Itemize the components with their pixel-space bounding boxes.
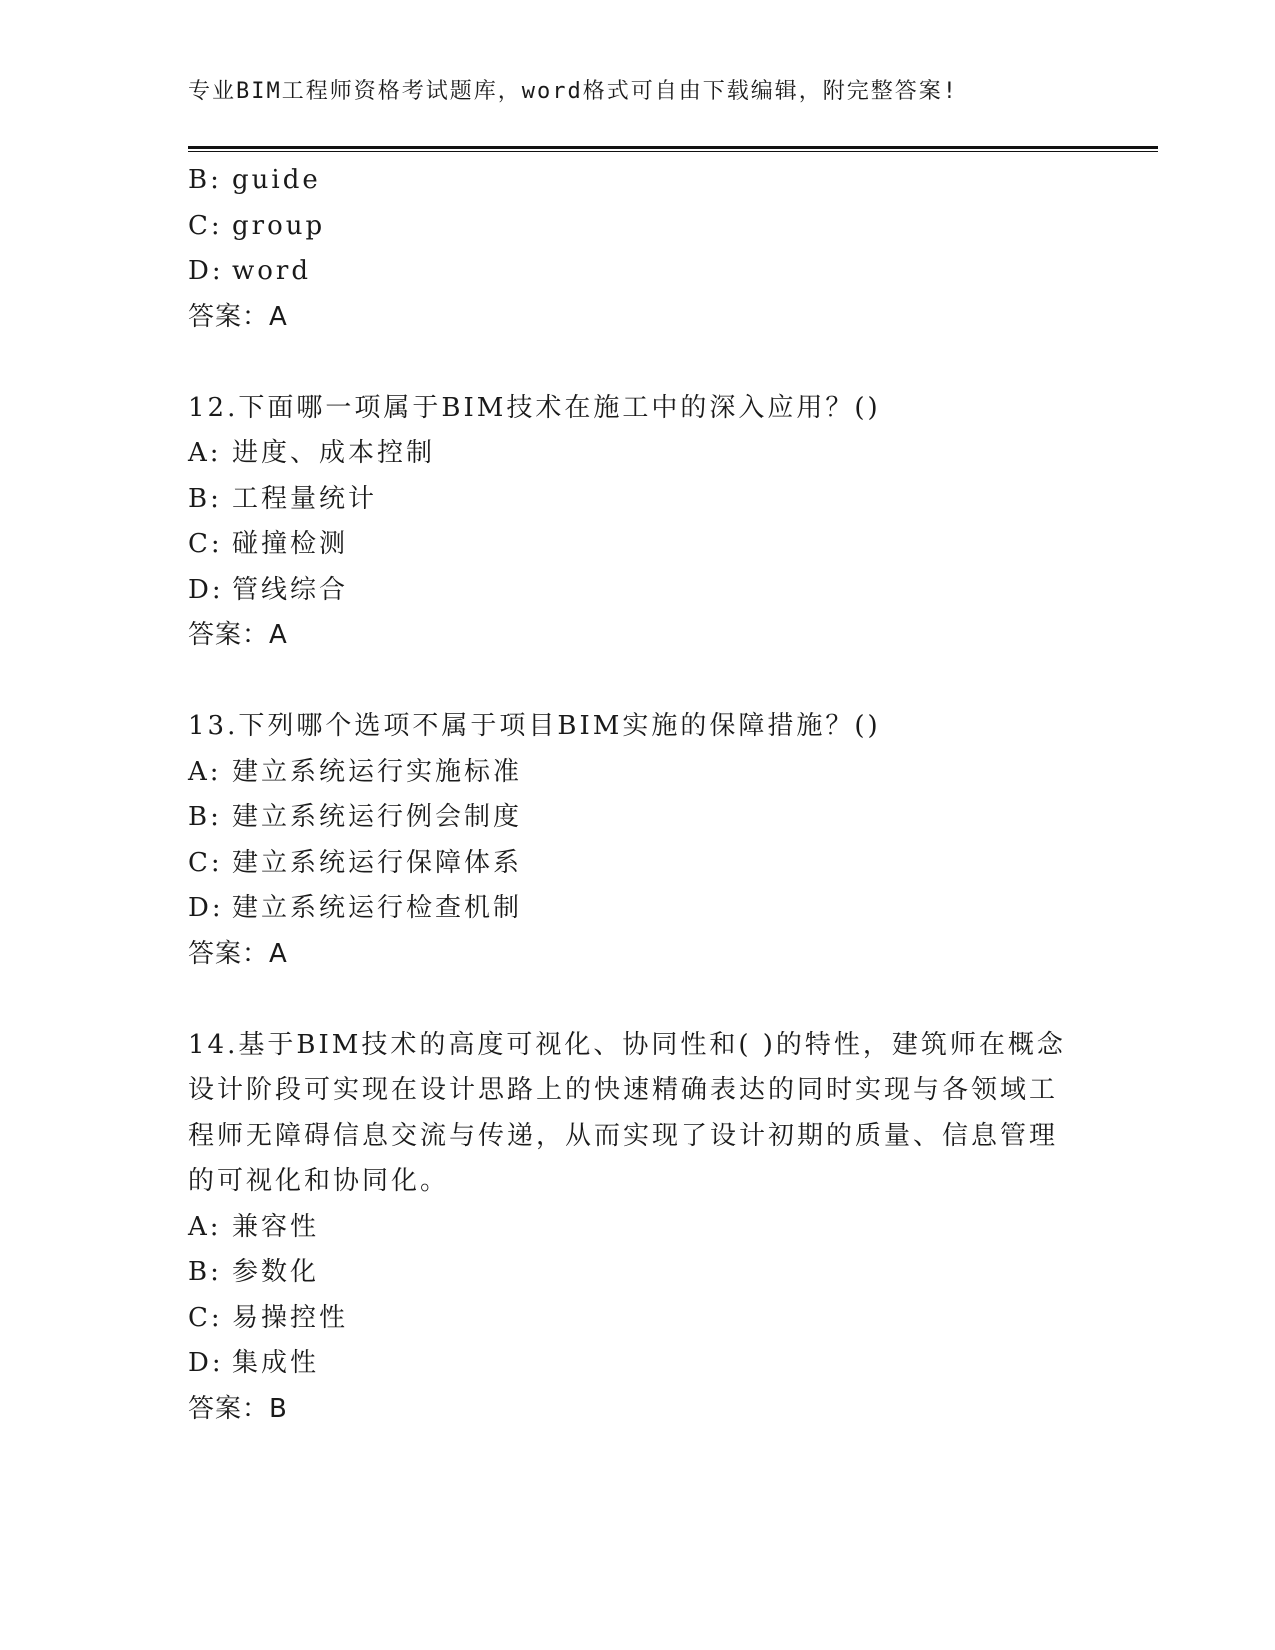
option-letter: D: <box>188 1348 224 1378</box>
option-letter: B: <box>188 483 222 514</box>
header-rule-thick <box>188 146 1158 149</box>
option-text: 建立系统运行实施标准 <box>232 756 523 787</box>
option-text: 建立系统运行例会制度 <box>232 802 523 832</box>
option-letter: C: <box>188 847 223 878</box>
option-text: 工程量统计 <box>232 483 378 514</box>
answer-line: 答案：A <box>188 620 288 650</box>
option-letter: D: <box>188 256 224 286</box>
option-text: guide <box>232 165 321 195</box>
answer-line: 答案：B <box>188 1393 288 1424</box>
option-text: 参数化 <box>232 1257 320 1287</box>
option-letter: D: <box>188 574 224 605</box>
option-letter: A: <box>188 756 222 787</box>
option-text: 建立系统运行检查机制 <box>232 893 523 923</box>
option-letter: B: <box>188 802 222 832</box>
option-b <box>188 795 1068 841</box>
option-letter: B: <box>188 165 222 195</box>
option-a <box>188 1205 1068 1251</box>
question-12 <box>188 386 1068 659</box>
option-text: 集成性 <box>232 1348 320 1378</box>
question-13 <box>188 704 1068 977</box>
option-letter: A: <box>188 438 222 468</box>
option-d <box>188 249 1068 295</box>
question-stem: 13.下列哪个选项不属于项目BIM实施的保障措施？() <box>188 711 881 741</box>
answer-line: 答案：A <box>188 938 288 969</box>
question-stem: 12.下面哪一项属于BIM技术在施工中的深入应用？() <box>188 392 881 423</box>
answer-line: 答案：A <box>188 301 288 332</box>
option-text: 兼容性 <box>232 1211 320 1242</box>
option-c <box>188 841 1068 887</box>
option-letter: C: <box>188 529 223 559</box>
question-14 <box>188 1023 1068 1433</box>
option-d <box>188 886 1068 932</box>
option-b <box>188 1250 1068 1296</box>
option-b <box>188 477 1068 523</box>
option-text: word <box>232 256 311 286</box>
option-letter: C: <box>188 1302 223 1333</box>
option-letter: D: <box>188 893 224 923</box>
option-text: 管线综合 <box>232 574 349 605</box>
option-c <box>188 1296 1068 1342</box>
option-text: 碰撞检测 <box>232 529 349 559</box>
option-d <box>188 568 1068 614</box>
option-text: 易操控性 <box>232 1302 349 1333</box>
option-a <box>188 431 1068 477</box>
option-letter: A: <box>188 1211 222 1242</box>
option-text: 建立系统运行保障体系 <box>232 847 523 878</box>
question-content <box>188 158 1068 1432</box>
option-letter: C: <box>188 210 223 241</box>
option-d <box>188 1341 1068 1387</box>
option-text: group <box>232 210 326 241</box>
question-stem: 14.基于BIM技术的高度可视化、协同性和( )的特性，建筑师在概念设计阶段可实现在设计思路上的快速精确表达的同时实现与各领域工程师无障碍信息交流与传递，从而实现了设计初期的质量、信息管理的可视化和协同化。 <box>188 1029 1066 1196</box>
option-c <box>188 522 1068 568</box>
option-text: 进度、成本控制 <box>232 438 436 468</box>
header-rule-thin <box>188 151 1158 152</box>
option-letter: B: <box>188 1257 222 1287</box>
page-header: 专业BIM工程师资格考试题库，word格式可自由下载编辑，附完整答案! <box>188 79 958 104</box>
option-a <box>188 750 1068 796</box>
option-b <box>188 158 1068 204</box>
option-c <box>188 204 1068 250</box>
question-11-tail <box>188 158 1068 340</box>
